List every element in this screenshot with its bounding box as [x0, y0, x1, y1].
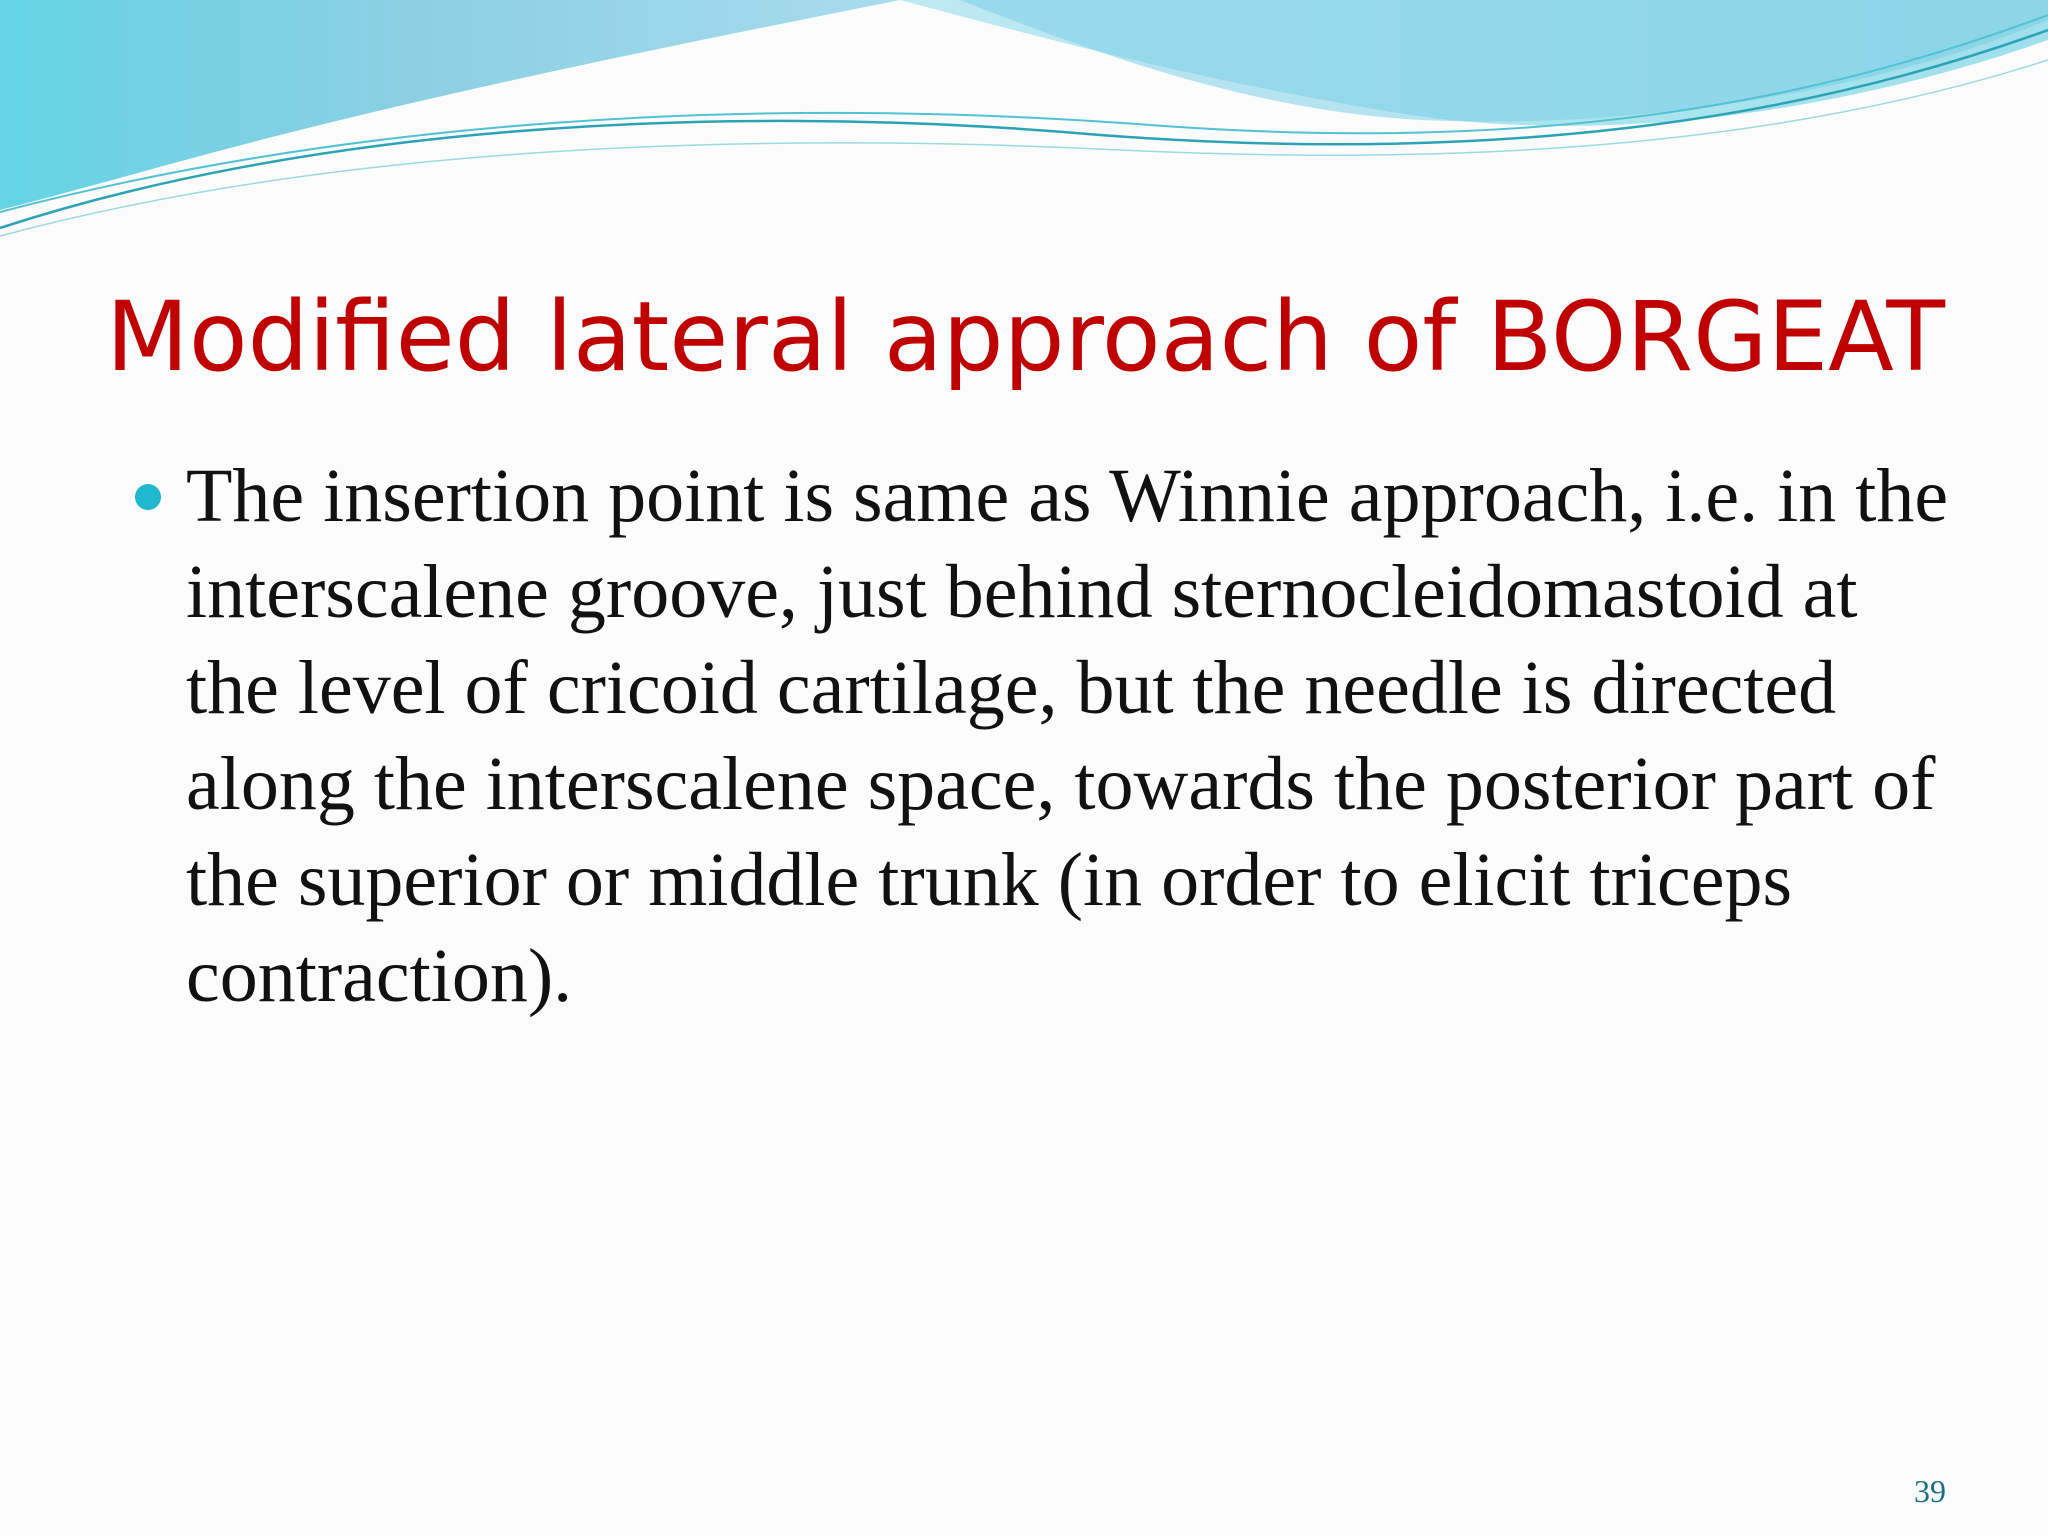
wave-band-left	[0, 0, 900, 210]
header-wave-decoration	[0, 0, 2048, 240]
bullet-item	[130, 448, 1960, 1024]
page-number: 39	[1914, 1473, 1946, 1509]
slide-title: Modified lateral approach of BORGEAT	[106, 281, 1945, 393]
dot-bullet-icon	[135, 484, 161, 510]
bullet-text: The insertion point is same as Winnie approach, i.e. in the interscalene groove, just behind sternocleidomastoid at the level of cricoid cartilage, but the needle is directed along the interscalene space, towards the posterior part of the superior or middle trunk (in order to elicit triceps contraction).	[186, 454, 1949, 1018]
bullet-list	[130, 448, 1960, 1024]
